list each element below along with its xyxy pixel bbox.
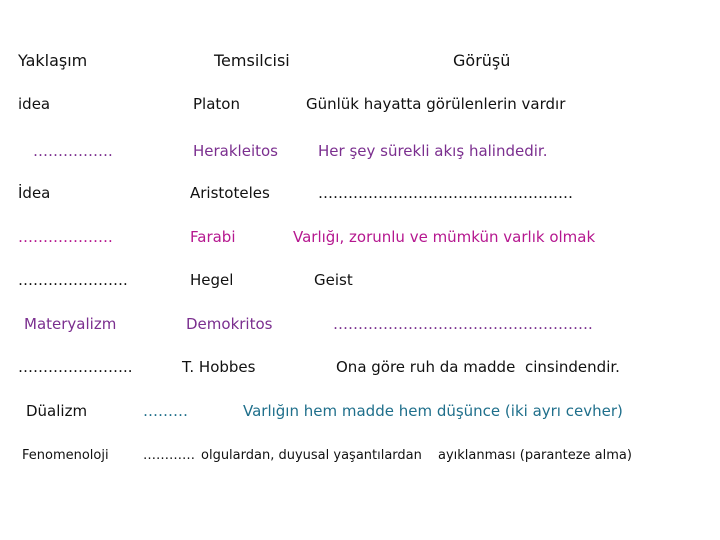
- row7-view: Ona göre ruh da madde: [336, 358, 516, 376]
- row6-representative: Demokritos: [186, 315, 273, 333]
- row7-view-extra: cinsindendir.: [525, 358, 620, 376]
- row4-view: Varlığı, zorunlu ve mümkün varlık olmak: [293, 228, 596, 246]
- row2-approach-blank: …………….: [33, 142, 113, 160]
- row6-approach: Materyalizm: [24, 315, 117, 333]
- row2-view: Her şey sürekli akış halindedir.: [318, 142, 548, 160]
- header-approach: Yaklaşım: [18, 51, 88, 70]
- row9-view: olgulardan, duyusal yaşantılardan: [201, 448, 422, 463]
- row4-approach-blank: ……………….: [18, 228, 113, 246]
- row8-approach: Düalizm: [26, 402, 88, 420]
- row4-representative: Farabi: [190, 228, 236, 246]
- row5-representative: Hegel: [190, 271, 234, 289]
- row7-representative: T. Hobbes: [182, 358, 256, 376]
- header-view: Görüşü: [453, 51, 511, 70]
- row3-approach: İdea: [18, 184, 51, 202]
- row8-view: Varlığın hem madde hem düşünce (iki ayrı cevher): [243, 402, 623, 420]
- row5-view: Geist: [314, 271, 353, 289]
- header-representative: Temsilcisi: [214, 51, 290, 70]
- row7-approach-blank: …………………..: [18, 358, 133, 376]
- row1-view: Günlük hayatta görülenlerin vardır: [306, 95, 566, 113]
- row3-representative: Aristoteles: [190, 184, 270, 202]
- row3-view-blank: ……………………………………………: [318, 184, 573, 202]
- row9-approach: Fenomenoloji: [22, 448, 109, 463]
- row9-representative-blank: …………: [143, 448, 195, 463]
- row5-approach-blank: ………………….: [18, 271, 128, 289]
- row2-representative: Herakleitos: [193, 142, 278, 160]
- row9-view-extra: ayıklanması (paranteze alma): [438, 448, 632, 463]
- row8-representative-blank: ………: [143, 402, 188, 420]
- row1-representative: Platon: [193, 95, 240, 113]
- row1-approach: idea: [18, 95, 51, 113]
- row6-view-blank: …………………………………………….: [333, 315, 593, 333]
